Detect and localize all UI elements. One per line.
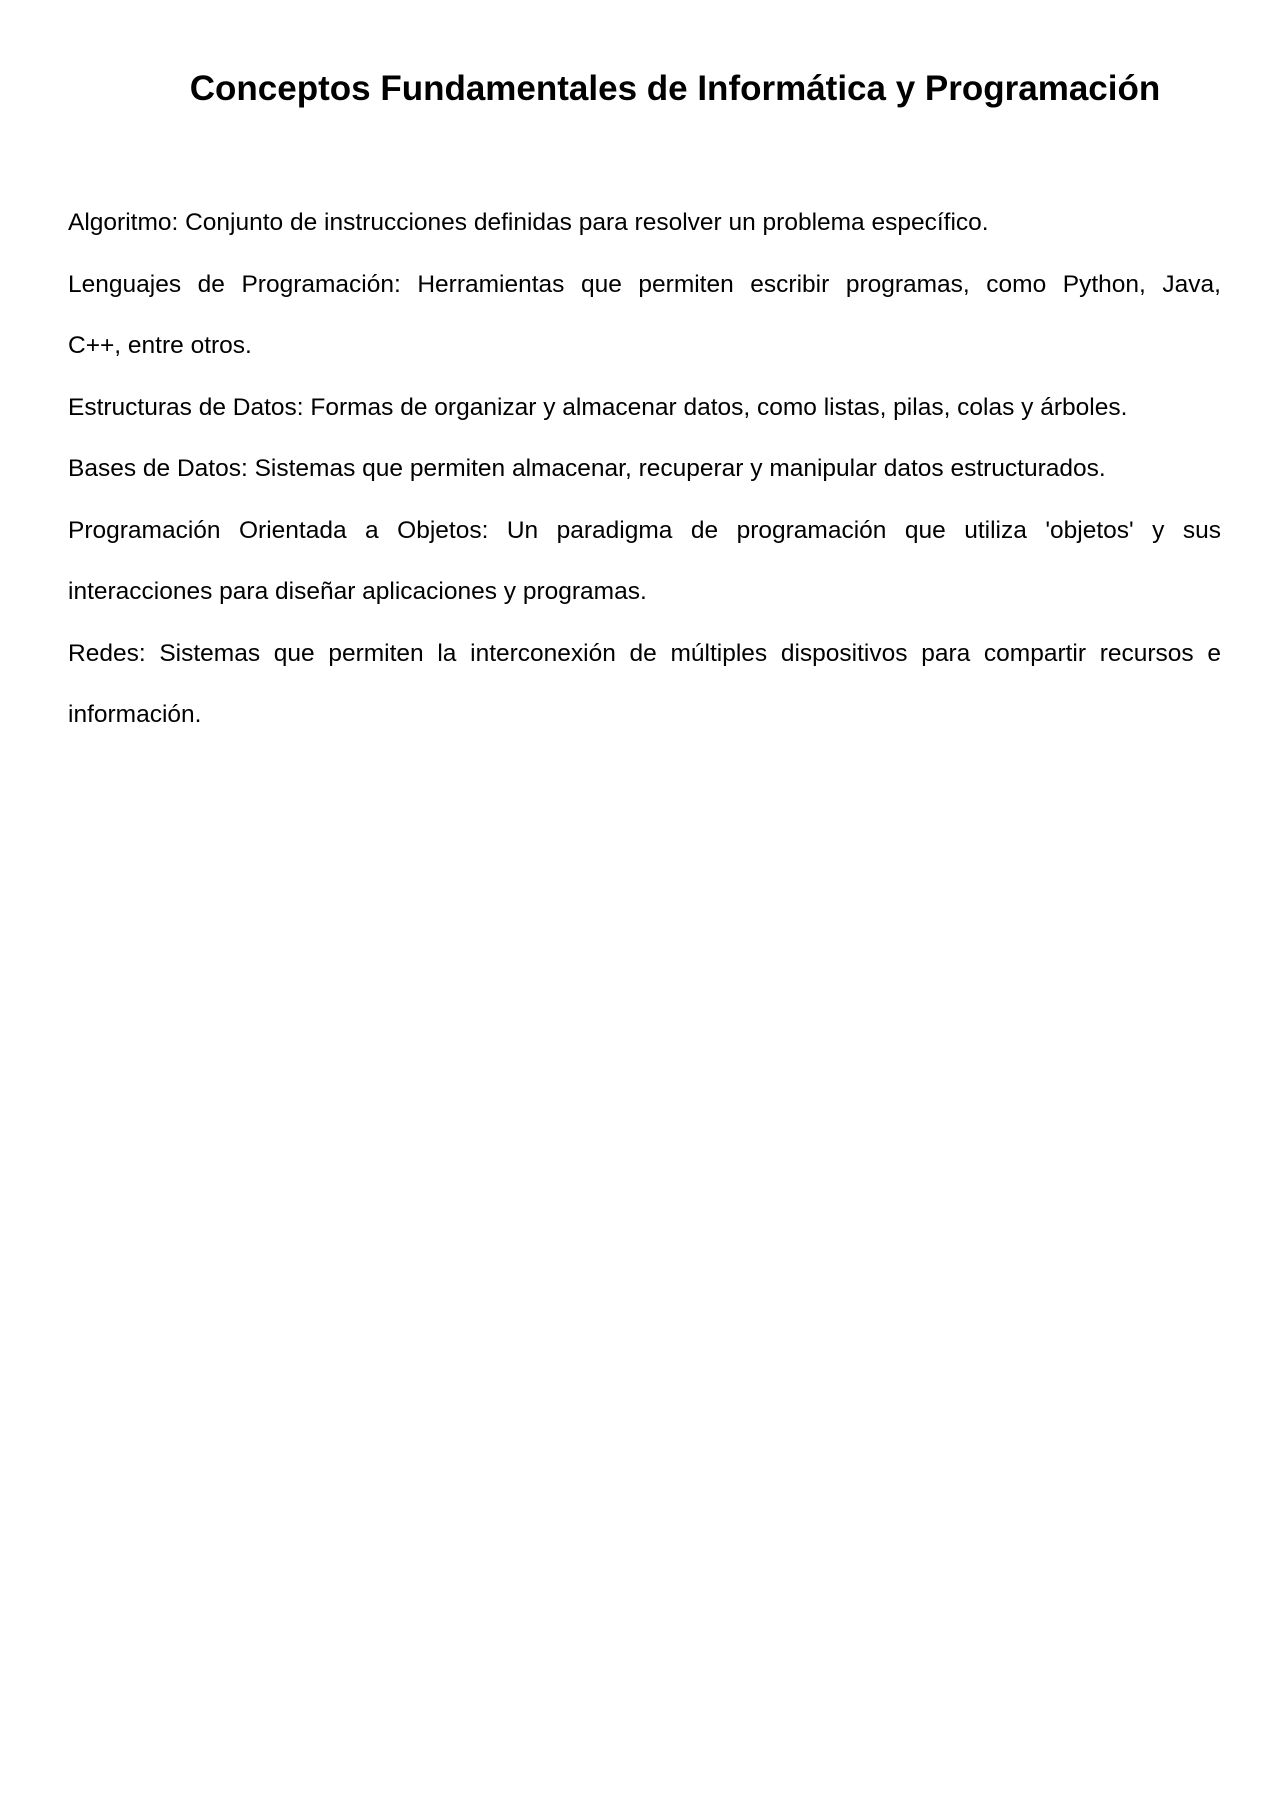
concept-redes [68, 623, 1221, 746]
concept-line: interacciones para diseñar aplicaciones y programas. [68, 578, 647, 605]
concept-line: Estructuras de Datos: Formas de organizar y almacenar datos, como listas, pilas, colas y árboles. [68, 393, 1128, 421]
concept-line: información. [68, 701, 202, 728]
document-title: Conceptos Fundamentales de Informática y Programación [189, 69, 1161, 108]
concept-bases-de-datos [68, 438, 1221, 500]
concept-programacion-orientada-a-objetos [68, 500, 1221, 623]
concept-estructuras-de-datos [68, 377, 1221, 439]
concept-line: Bases de Datos: Sistemas que permiten almacenar, recuperar y manipular datos estructurados. [68, 455, 1106, 482]
concept-line: Redes: Sistemas que permiten la interconexión de múltiples dispositivos para compartir recursos e [68, 639, 1221, 667]
concept-lenguajes-de-programacion [68, 254, 1221, 377]
concept-line: Lenguajes de Programación: Herramientas que permiten escribir programas, como Python, Java, [68, 270, 1221, 298]
concept-line: C++, entre otros. [68, 332, 252, 359]
concept-line: Algoritmo: Conjunto de instrucciones definidas para resolver un problema específico. [68, 209, 989, 236]
document-body [68, 192, 1221, 746]
concept-algoritmo [68, 192, 1221, 254]
concept-line: Programación Orientada a Objetos: Un paradigma de programación que utiliza 'objetos' y sus [68, 516, 1221, 544]
